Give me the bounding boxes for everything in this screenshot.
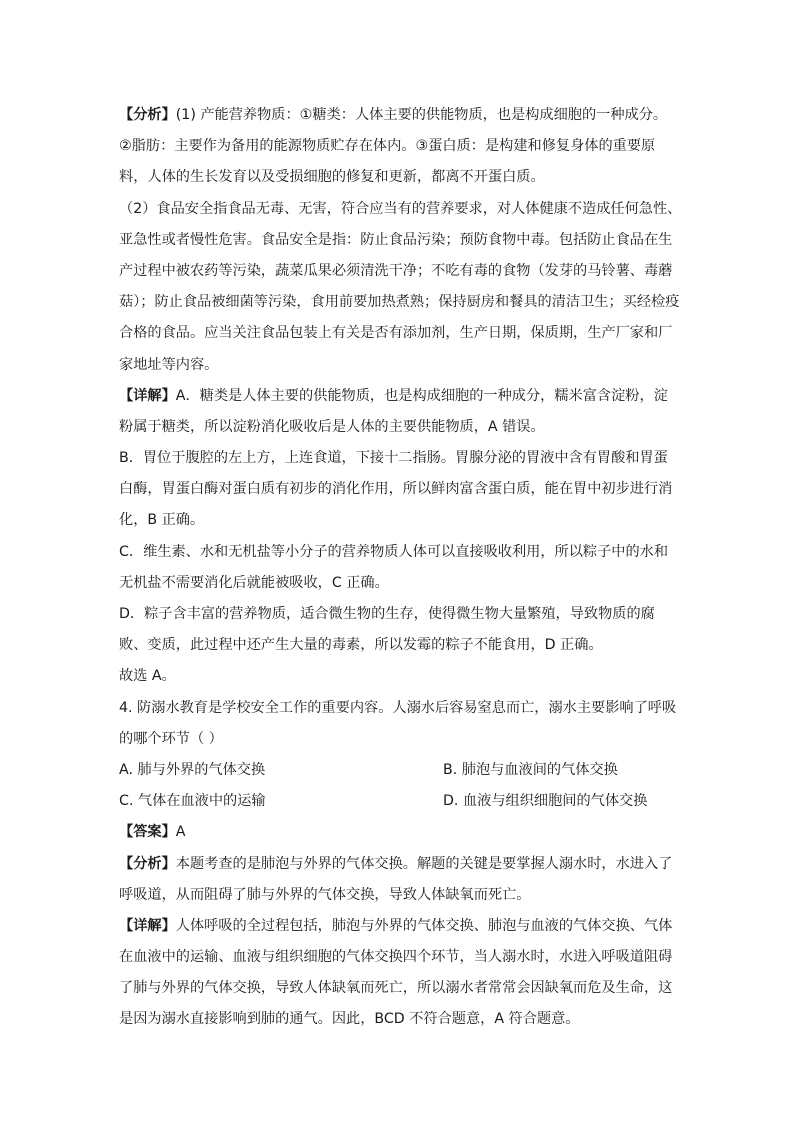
detail1-line-1: 粉属于糖类，所以淀粉消化吸收后是人体的主要供能物质，A 错误。 xyxy=(119,418,545,435)
analysis1-line-3: （2）食品安全指食品无毒、无害，符合应当有的营养要求，对人体健康不造成任何急性、 xyxy=(119,200,682,217)
detail1-line-9: 故选 A。 xyxy=(119,668,176,685)
question4-options-row-1 xyxy=(119,755,679,786)
detail2-text-0: 人体呼吸的全过程包括，肺泡与外界的气体交换、肺泡与血液的气体交换、气体 xyxy=(175,917,673,934)
analysis1-line-5: 产过程中被农药等污染，蔬菜瓜果必须清洗干净；不吃有毒的食物（发芽的马铃薯、毒蘑 xyxy=(119,262,673,279)
question4-stem-line-0: 4. 防溺水教育是学校安全工作的重要内容。人溺水后容易窒息而亡，溺水主要影响了呼吸 xyxy=(119,699,677,716)
analysis2-tag: 【分析】 xyxy=(119,855,176,872)
analysis1-line-8: 家地址等内容。 xyxy=(119,356,219,373)
answer-tag: 【答案】 xyxy=(119,824,176,841)
detail1-line-3: 白酶，胃蛋白酶对蛋白质有初步的消化作用，所以鲜肉富含蛋白质，能在胃中初步进行消 xyxy=(119,481,673,498)
option-a: A. 肺与外界的气体交换 xyxy=(119,761,266,778)
detail2-line-3: 是因为溺水直接影响到肺的通气。因此，BCD 不符合题意，A 符合题意。 xyxy=(119,1011,580,1028)
analysis1-text-0: (1) 产能营养物质：①糖类：人体主要的供能物质，也是构成细胞的一种成分。 xyxy=(175,107,668,123)
detail2-line-2: 了肺与外界的气体交换，导致人体缺氧而死亡，所以溺水者常常会因缺氧而危及生命，这 xyxy=(119,980,673,997)
detail1-line-5: C．维生素、水和无机盐等小分子的营养物质人体可以直接吸收利用，所以粽子中的水和 xyxy=(119,543,669,560)
answer-value: A xyxy=(175,824,186,841)
detail1-text-0: A．糖类是人体主要的供能物质，也是构成细胞的一种成分，糯米富含淀粉，淀 xyxy=(175,387,668,404)
analysis1-line-2: 料，人体的生长发育以及受损细胞的修复和更新，都离不开蛋白质。 xyxy=(119,169,545,186)
analysis2-text-0: 本题考查的是肺泡与外界的气体交换。解题的关键是要掌握人溺水时，水进入了 xyxy=(175,855,673,872)
analysis1-line-1: ②脂肪：主要作为备用的能源物质贮存在体内。③蛋白质：是构建和修复身体的重要原 xyxy=(119,138,656,155)
analysis1-line-4: 亚急性或者慢性危害。食品安全是指：防止食品污染；预防食物中毒。包括防止食品在生 xyxy=(119,231,673,248)
detail1-line-2: B．胃位于腹腔的左上方，上连食道，下接十二指肠。胃腺分泌的胃液中含有胃酸和胃蛋 xyxy=(119,450,668,467)
detail1-line-6: 无机盐不需要消化后就能被吸收，C 正确。 xyxy=(119,574,389,591)
option-d: D. 血液与组织细胞间的气体交换 xyxy=(443,793,648,810)
question4-options-row-2 xyxy=(119,786,679,817)
document-page xyxy=(119,100,682,1036)
analysis1-line-7: 合格的食品。应当关注食品包装上有关是否有添加剂，生产日期，保质期，生产厂家和厂 xyxy=(119,325,673,342)
question4-stem-line-1: 的哪个环节（ ） xyxy=(119,730,223,747)
detail2-tag: 【详解】 xyxy=(119,917,176,934)
detail1-line-4: 化，B 正确。 xyxy=(119,512,205,529)
detail1-line-8: 败、变质，此过程中还产生大量的毒素，所以发霉的粽子不能食用，D 正确。 xyxy=(119,637,603,654)
detail1-line-0 xyxy=(119,381,679,412)
analysis1-line-0 xyxy=(119,100,679,131)
detail1-line-7: D．粽子含丰富的营养物质，适合微生物的生存，使得微生物大量繁殖，导致物质的腐 xyxy=(119,606,655,622)
analysis1-tag: 【分析】 xyxy=(119,107,176,123)
option-c: C. 气体在血液中的运输 xyxy=(119,793,266,810)
analysis2-line-0 xyxy=(119,849,679,880)
analysis1-line-6: 菇）；防止食品被细菌等污染，食用前要加热煮熟；保持厨房和餐具的清洁卫生；买经检疫 xyxy=(119,294,680,311)
analysis2-line-1: 呼吸道，从而阻碍了肺与外界的气体交换，导致人体缺氧而死亡。 xyxy=(119,886,531,903)
question4-answer xyxy=(119,817,679,848)
detail2-line-0 xyxy=(119,911,679,942)
option-b: B. 肺泡与血液间的气体交换 xyxy=(443,761,618,778)
detail2-line-1: 在血液中的运输、血液与组织细胞的气体交换四个环节，当人溺水时，水进入呼吸道阻碍 xyxy=(119,949,673,966)
detail1-tag: 【详解】 xyxy=(119,387,176,404)
